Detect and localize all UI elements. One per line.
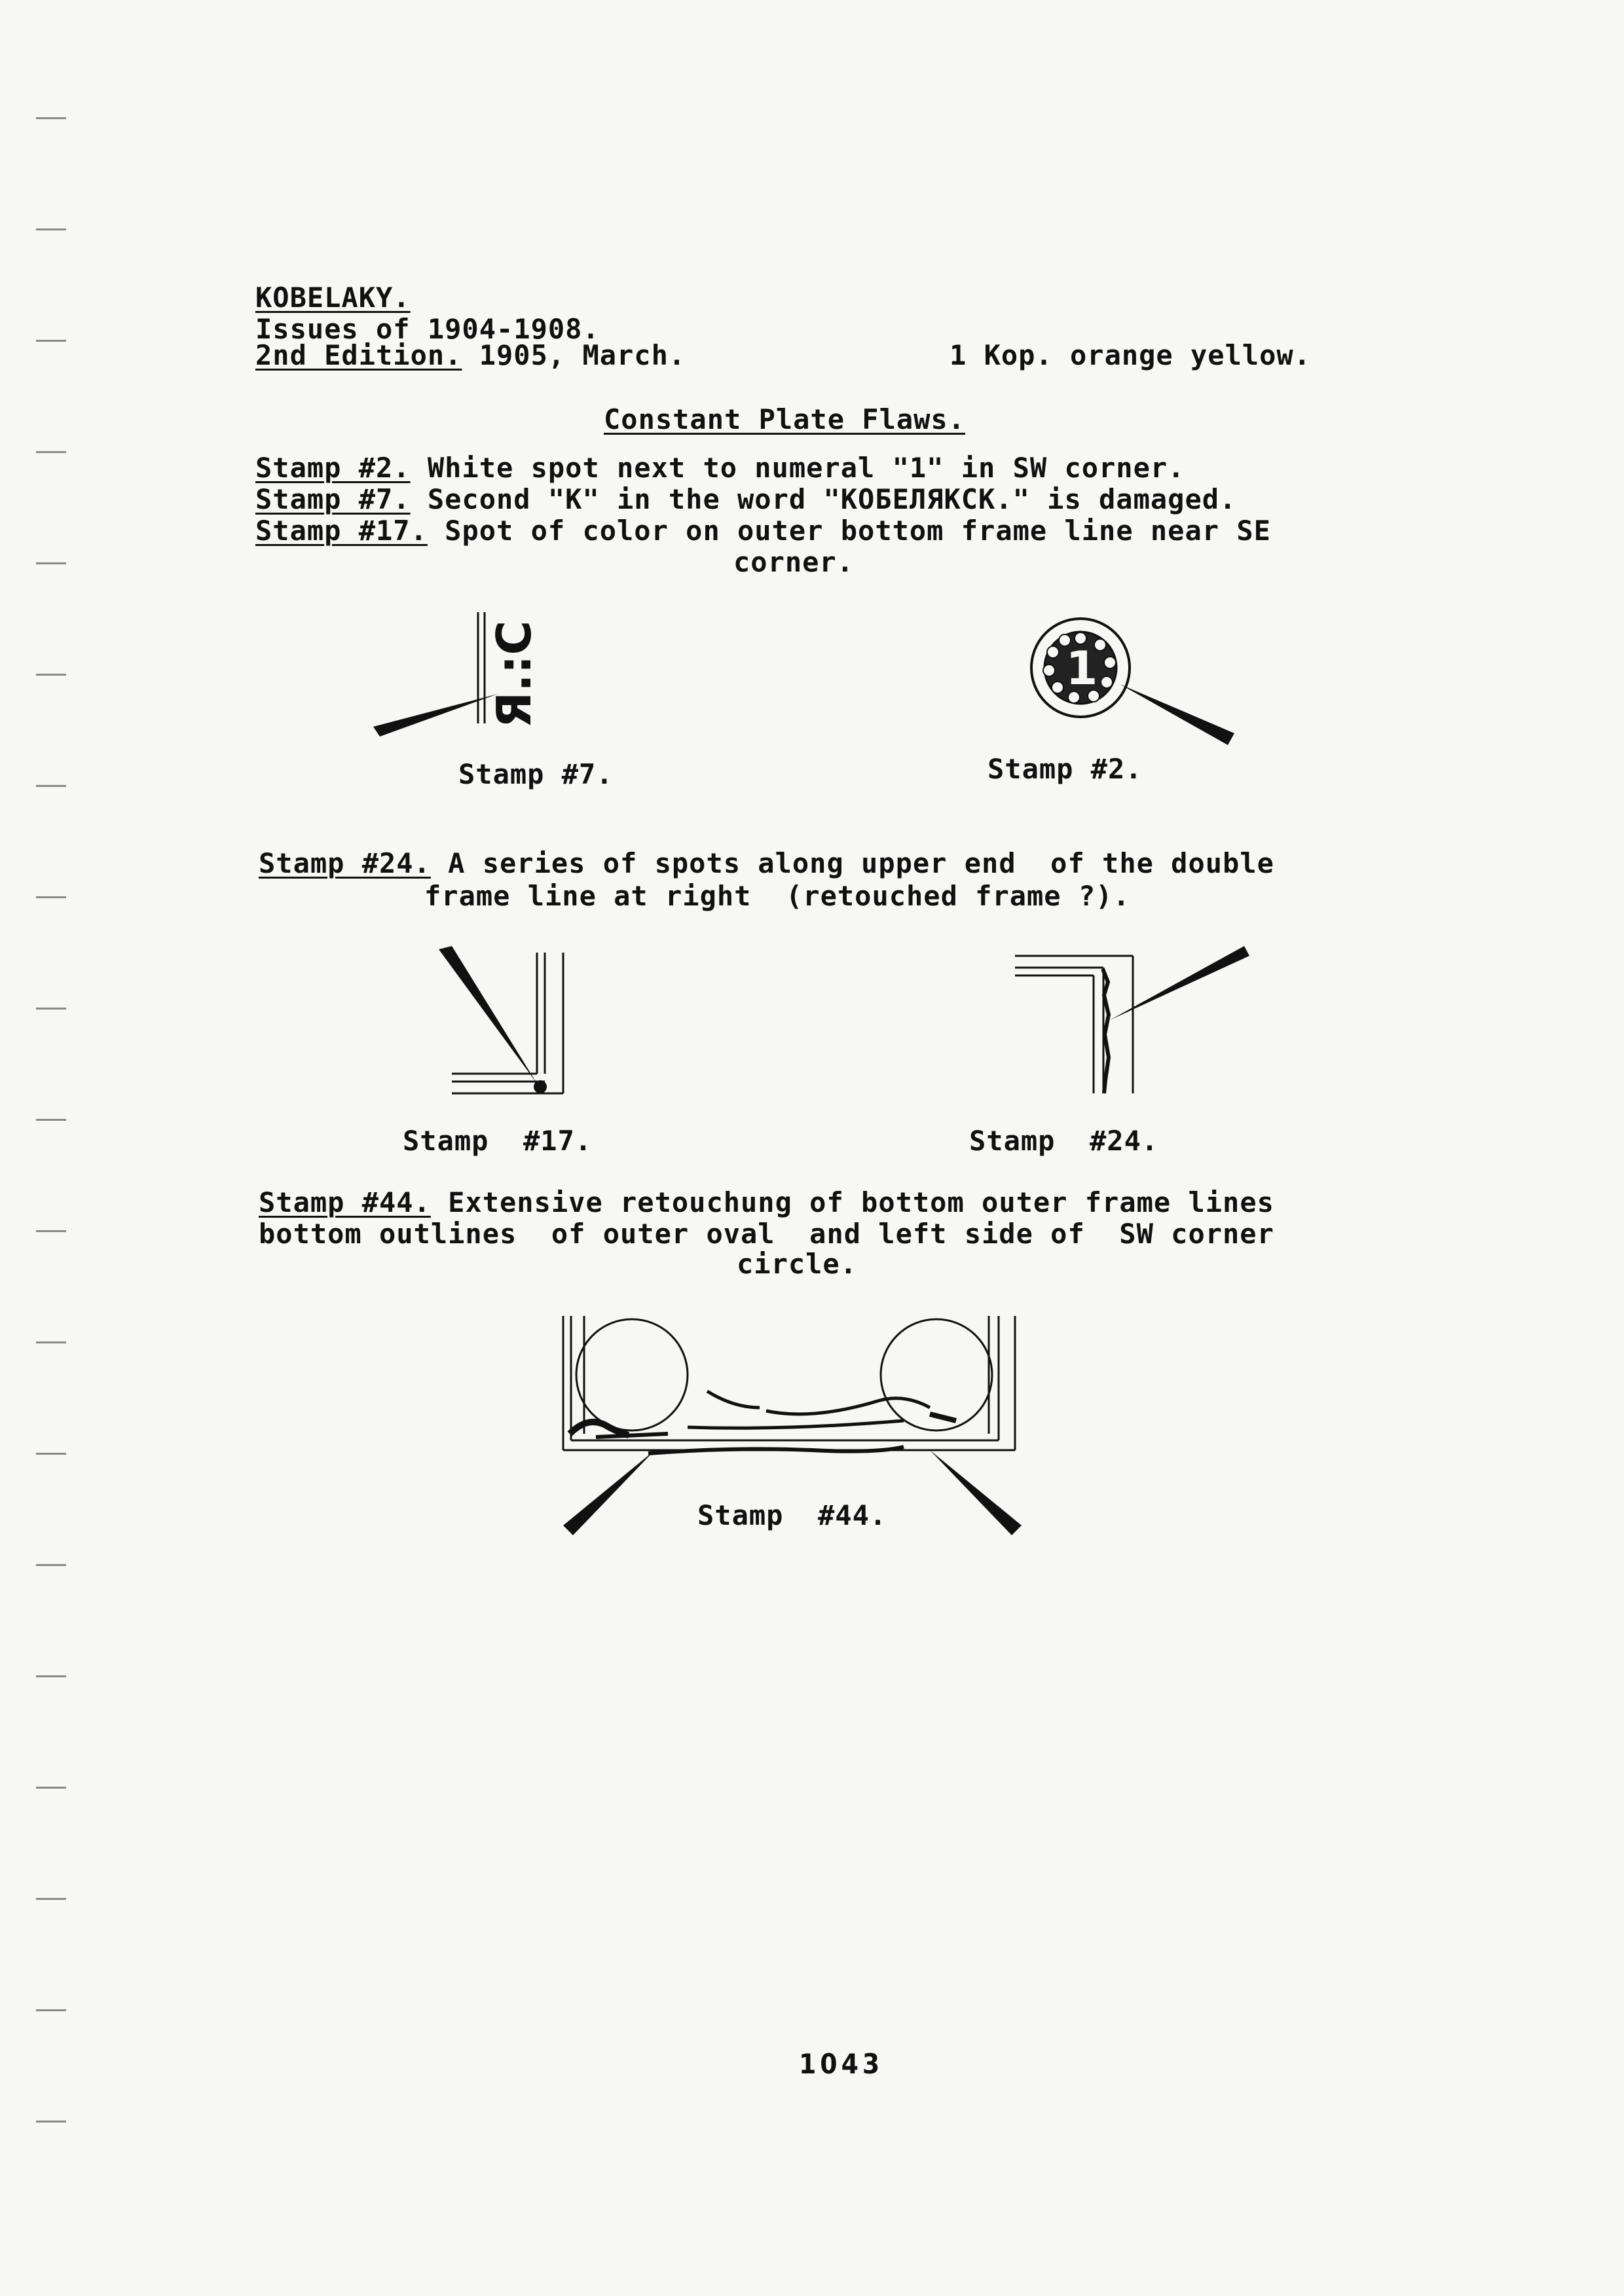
issues-line: Issues of 1904-1908. [255,313,600,345]
stamp44-caption: Stamp #44. [697,1499,887,1531]
edition-line [255,340,686,371]
flaw-stamp-44 [259,1188,1274,1218]
flaw-text: White spot next to numeral "1" in SW corner. [410,452,1185,484]
stamp2-caption: Stamp #2. [987,753,1143,785]
flaw-stamp-44-cont: bottom outlines of outer oval and left side of SW corner [259,1218,1274,1250]
flaw-label: Stamp #2. [255,452,411,484]
flaw-label: Stamp #24. [259,847,431,879]
stamp24-figure [1002,943,1264,1113]
stamp17-caption: Stamp #17. [403,1125,593,1157]
stamp7-figure [367,602,602,746]
stamp17-figure [426,943,596,1113]
section-title: Constant Plate Flaws. [604,403,966,435]
flaw-stamp-7 [255,484,1236,515]
flaw-stamp-17 [255,516,1271,546]
flaw-stamp-24-cont: frame line at right (retouched frame ?). [424,880,1130,912]
document-title: KOBELAKY. [255,282,411,314]
stamp7-glyphs: Я.:С [487,620,542,729]
stamp24-caption: Stamp #24. [969,1125,1159,1157]
flaw-text: Extensive retouchung of bottom outer frame lines [430,1186,1274,1218]
flaw-stamp-2 [255,453,1185,483]
stamp2-figure [1008,602,1257,759]
page-number: 1043 [799,2048,884,2080]
flaw-stamp-17-cont: corner. [733,546,855,578]
flaw-label: Stamp #7. [255,483,411,515]
stamp7-caption: Stamp #7. [458,758,614,790]
flaw-label: Stamp #44. [259,1186,431,1218]
flaw-stamp-44-cont2: circle. [737,1248,858,1280]
flaw-stamp-24 [259,848,1274,879]
edition-label: 2nd Edition. [255,339,462,371]
flaw-label: Stamp #17. [255,515,428,547]
edition-date: 1905, March. [462,339,686,371]
stamp-value: 1 Kop. orange yellow. [950,339,1312,371]
flaw-text: A series of spots along upper end of the double [430,847,1274,879]
stamp2-numeral: 1 [1065,642,1098,695]
flaw-text: Spot of color on outer bottom frame line near SE [427,515,1271,547]
flaw-text: Second "K" in the word "КОБЕЛЯКСК." is damaged. [410,483,1237,515]
